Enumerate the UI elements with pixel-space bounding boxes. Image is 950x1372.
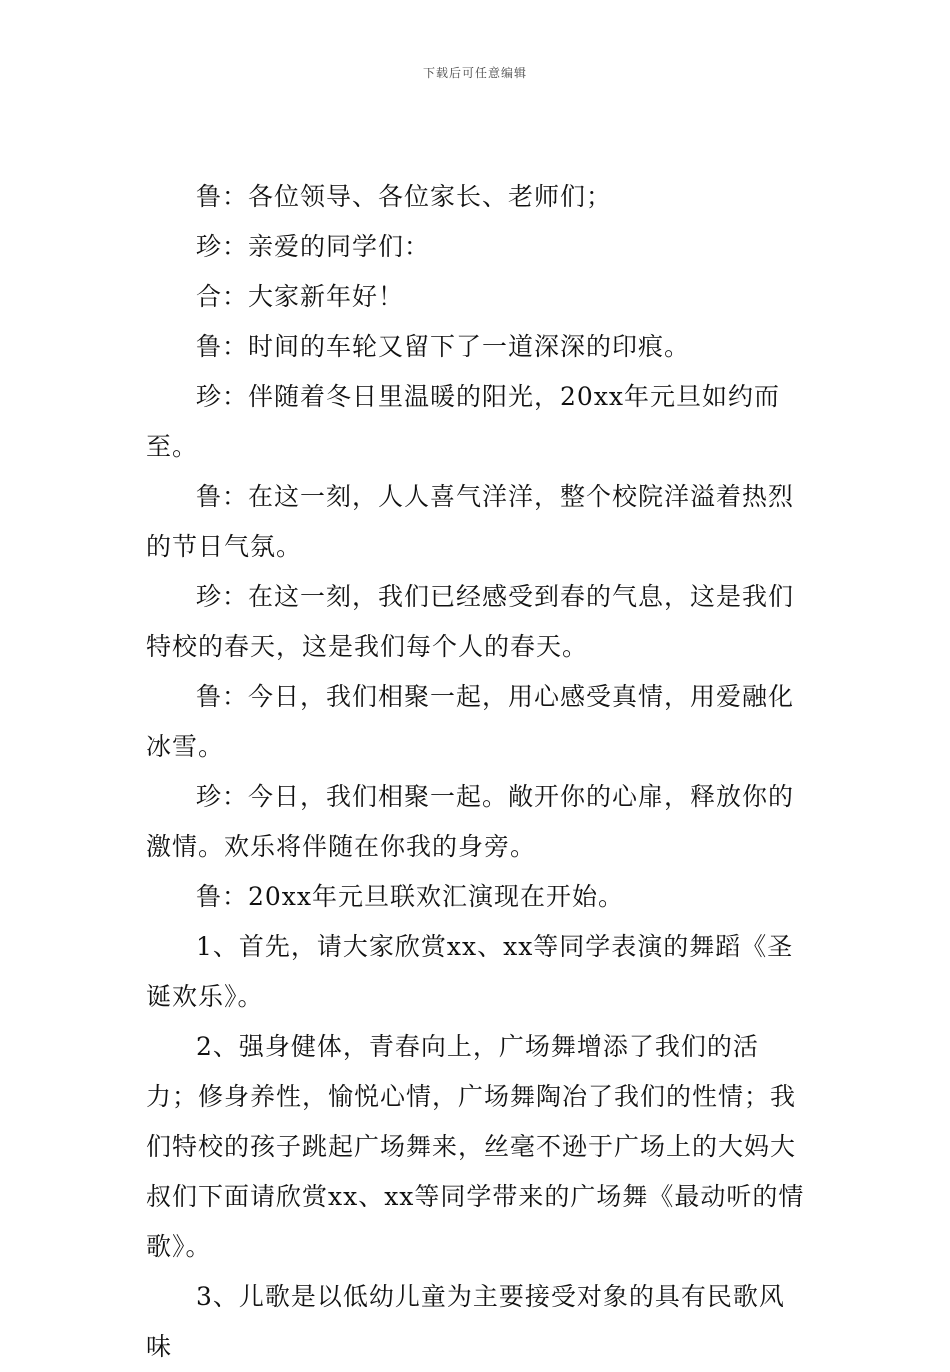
paragraph-festive-atmosphere: 鲁：在这一刻，人人喜气洋洋，整个校院洋溢着热烈的节日气氛。 bbox=[146, 482, 795, 561]
paragraph-program-3: 3、儿歌是以低幼儿童为主要接受对象的具有民歌风味 bbox=[146, 1282, 785, 1361]
paragraph-gather-2: 珍：今日，我们相聚一起。敞开你的心扉，释放你的激情。欢乐将伴随在你我的身旁。 bbox=[146, 782, 795, 861]
paragraph-program-1: 1、首先，请大家欣赏xx、xx等同学表演的舞蹈《圣诞欢乐》。 bbox=[146, 932, 794, 1011]
paragraph-opening-leaders: 鲁：各位领导、各位家长、老师们； bbox=[196, 182, 613, 211]
paragraph-program-2: 2、强身健体，青春向上，广场舞增添了我们的活力；修身养性，愉悦心情，广场舞陶冶了我们的性情；我们特校的孩子跳起广场舞来，丝毫不逊于广场上的大妈大叔们下面请欣赏xx、xx等同学带来的广场舞《最动听的情歌》。 bbox=[146, 1032, 805, 1261]
document-body bbox=[146, 172, 806, 1372]
paragraph-time-wheel: 鲁：时间的车轮又留下了一道深深的印痕。 bbox=[196, 332, 691, 361]
paragraph-gather-1: 鲁：今日，我们相聚一起，用心感受真情，用爱融化冰雪。 bbox=[146, 682, 795, 761]
paragraph-spring: 珍：在这一刻，我们已经感受到春的气息，这是我们特校的春天，这是我们每个人的春天。 bbox=[146, 582, 795, 661]
page-header: 下载后可任意编辑 bbox=[422, 66, 527, 80]
paragraph-greeting: 合：大家新年好！ bbox=[196, 282, 405, 311]
paragraph-opening-students: 珍：亲爱的同学们： bbox=[196, 232, 431, 261]
paragraph-show-begins: 鲁：20xx年元旦联欢汇演现在开始。 bbox=[196, 882, 625, 911]
paragraph-new-year: 珍：伴随着冬日里温暖的阳光，20xx年元旦如约而至。 bbox=[146, 382, 781, 461]
